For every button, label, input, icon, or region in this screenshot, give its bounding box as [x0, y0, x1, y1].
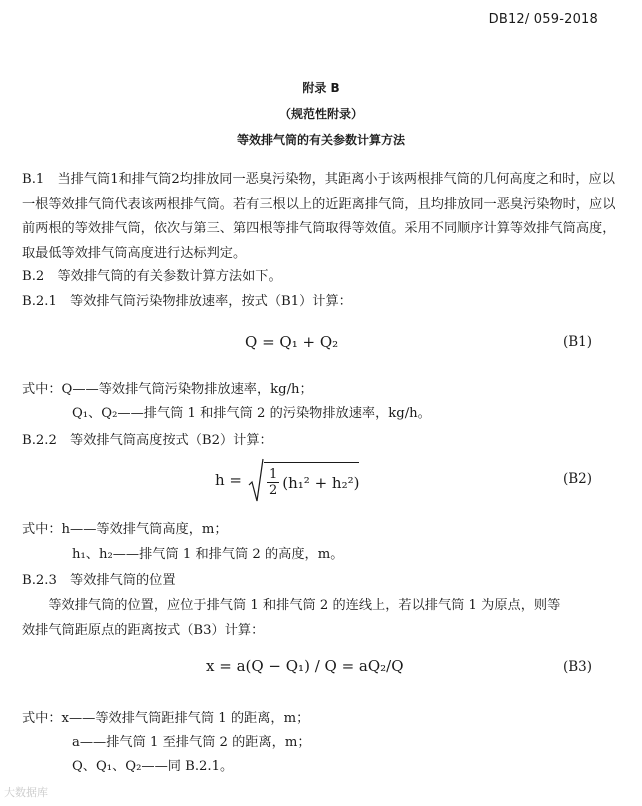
standard-code: DB12/ 059-2018 — [488, 12, 598, 27]
formula-b2 — [215, 455, 359, 505]
b23-where-q: Q、Q₁、Q₂——同 B.2.1。 — [72, 759, 234, 774]
appendix-label: 附录 B — [302, 81, 340, 95]
b23-text-line1: 等效排气筒的位置，应位于排气筒 1 和排气筒 2 的连线上，若以排气筒 1 为原点，则等 — [22, 598, 561, 613]
b23-where-x: 式中：x——等效排气筒距排气筒 1 的距离，m； — [22, 711, 310, 726]
formula-b1: Q = Q₁ + Q₂ — [245, 333, 339, 351]
formula-b1-number: (B1) — [562, 334, 592, 350]
b21-where-q: 式中：Q——等效排气筒污染物排放速率，kg/h； — [22, 382, 313, 397]
b21-where-q1q2: Q₁、Q₂——排气筒 1 和排气筒 2 的污染物排放速率，kg/h。 — [72, 406, 431, 421]
section-b22-heading: B.2.2 等效排气筒高度按式（B2）计算： — [22, 433, 273, 448]
b22-where-h: 式中：h——等效排气筒高度，m； — [22, 522, 228, 537]
b23-text-line2: 效排气筒距原点的距离按式（B3）计算： — [22, 623, 265, 638]
section-b23-heading: B.2.3 等效排气筒的位置 — [22, 573, 176, 588]
section-b2-heading: B.2 等效排气筒的有关参数计算方法如下。 — [22, 269, 282, 284]
fraction-denominator: 2 — [269, 483, 278, 498]
section-b21-heading: B.2.1 等效排气筒污染物排放速率，按式（B1）计算： — [22, 294, 352, 309]
formula-b3: x = a(Q − Q₁) / Q = aQ₂/Q — [206, 657, 404, 675]
formula-b2-body: (h₁² + h₂²) — [282, 473, 360, 492]
b23-where-a: a——排气筒 1 至排气筒 2 的距离，m； — [72, 735, 311, 750]
formula-b2-number: (B2) — [562, 471, 592, 487]
formula-b2-fraction — [267, 467, 279, 498]
section-b1-paragraph: B.1 当排气筒1和排气筒2均排放同一恶臭污染物，其距离小于该两根排气筒的几何高度之和时，应以一根等效排气筒代表该两根排气筒。若有三根以上的近距离排气筒，且均排放同一恶臭污染物时，应以前两根的等效排气筒，依次与第三、第四根等排气筒取得等效值。采用不同顺序计算等效排气筒高度，取最低等效排气筒高度进行达标判定。 — [22, 172, 616, 261]
appendix-title: 等效排气筒的有关参数计算方法 — [236, 133, 405, 147]
appendix-type: （规范性附录） — [278, 107, 363, 121]
watermark: 大数据库 — [4, 786, 48, 799]
b22-where-h1h2: h₁、h₂——排气筒 1 和排气筒 2 的高度，m。 — [72, 547, 344, 562]
sqrt-symbol — [242, 457, 359, 503]
fraction-numerator: 1 — [269, 467, 278, 482]
formula-b2-lhs: h = — [215, 471, 242, 489]
formula-b3-number: (B3) — [562, 659, 592, 675]
